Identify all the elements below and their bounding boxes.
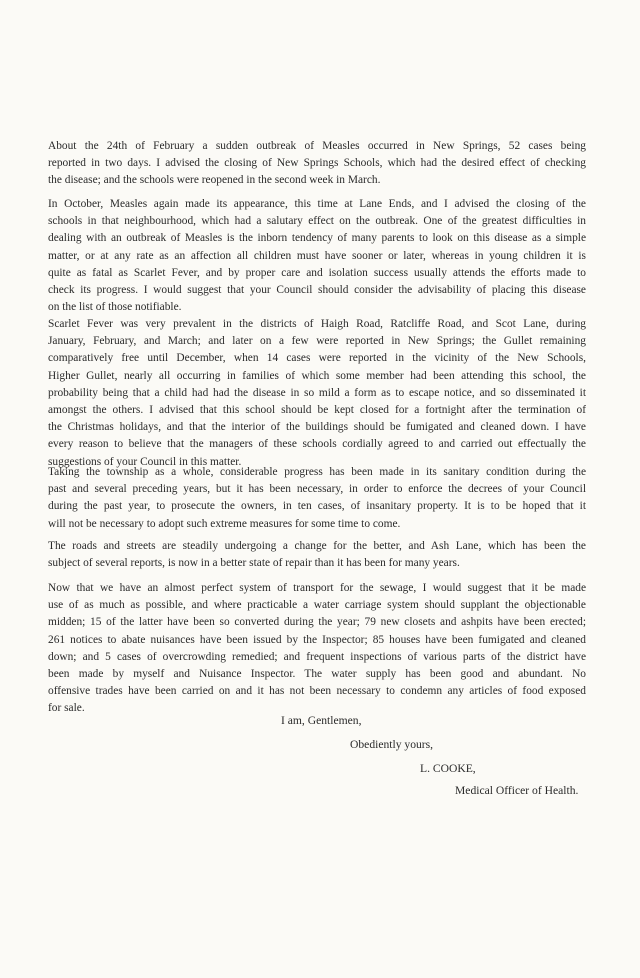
text-line: during the past year, to prosecute the owners, in ten cases, of insanitary property. It is to be hoped that it bbox=[48, 500, 586, 513]
closing-salutation: I am, Gentlemen, bbox=[281, 714, 362, 727]
text-line: subject of several reports, is now in a better state of repair than it has been for many years. bbox=[48, 557, 460, 570]
text-line: matter, or at any rate as an affection all children must have sooner or later, whereas in young children it is bbox=[48, 249, 586, 262]
text-line: reported in two days. I advised the closing of New Springs Schools, which had the desired effect of checking bbox=[48, 157, 586, 170]
paragraph-sanitary-progress bbox=[48, 464, 586, 533]
signature-title: Medical Officer of Health. bbox=[455, 784, 579, 797]
paragraph-roads-streets bbox=[48, 538, 586, 572]
text-line: schools in that neighbourhood, which had a salutary effect on the outbreak. One of the greatest difficulties in bbox=[48, 215, 586, 228]
text-line: the Christmas holidays, and that the interior of the buildings should be fumigated and cleaned down. I have bbox=[48, 421, 586, 434]
text-line: check its progress. I would suggest that your Council should consider the advisability of placing this disease bbox=[48, 284, 586, 297]
text-line: been made by myself and Nuisance Inspector. The water supply has been good and abundant. No bbox=[48, 668, 586, 681]
paragraph-measles-october bbox=[48, 196, 586, 316]
text-line: Higher Gullet, nearly all occurring in families of which some member had been attending this school, the bbox=[48, 369, 586, 382]
text-line: Taking the township as a whole, considerable progress has been made in its sanitary condition during the bbox=[48, 466, 586, 478]
text-line: midden; 15 of the latter have been so converted during the year; 79 new closets and ashpits have been erected; bbox=[48, 616, 586, 629]
text-line: The roads and streets are steadily undergoing a change for the better, and Ash Lane, which has been the bbox=[48, 540, 586, 552]
text-line: on the list of those notifiable. bbox=[48, 301, 182, 314]
text-line: the disease; and the schools were reopened in the second week in March. bbox=[48, 174, 381, 187]
text-line: use of as much as possible, and where practicable a water carriage system should supplant the objectionable bbox=[48, 599, 586, 612]
paragraph-sewage-transport bbox=[48, 580, 586, 718]
text-line: Now that we have an almost perfect system of transport for the sewage, I would suggest that it be made bbox=[48, 582, 586, 594]
text-line: for sale. bbox=[48, 702, 85, 715]
text-line: past and several preceding years, but it has been necessary, in order to enforce the decrees of your Council bbox=[48, 483, 586, 496]
closing-complimentary: Obediently yours, bbox=[350, 738, 434, 751]
text-line: Scarlet Fever was very prevalent in the districts of Haigh Road, Ratcliffe Road, and Scot Lane, during bbox=[48, 318, 586, 330]
text-line: 261 notices to abate nuisances have been issued by the Inspector; 85 houses have been fumigated and cleaned bbox=[48, 633, 586, 646]
text-line: will not be necessary to adopt such extreme measures for some time to come. bbox=[48, 517, 401, 530]
text-line: dealing with an outbreak of Measles is the inborn tendency of many parents to look on this disease as a simple bbox=[48, 232, 586, 245]
text-line: quite as fatal as Scarlet Fever, and by proper care and isolation success usually attends the efforts made to bbox=[48, 266, 586, 279]
text-line: offensive trades have been carried on and it has not been necessary to condemn any articles of food exposed bbox=[48, 685, 586, 698]
text-line: January, February, and March; and later on a few were reported in New Springs; the Gullet remaining bbox=[48, 335, 586, 348]
text-line: every reason to believe that the managers of these schools cordially agreed to and carried out effectually the bbox=[48, 438, 586, 451]
text-line: probability being that a child had had the disease in so mild a form as to escape notice, and so disseminated it bbox=[48, 386, 586, 399]
text-line: suggestions of your Council in this matter. bbox=[48, 455, 242, 468]
text-line: In October, Measles again made its appearance, this time at Lane Ends, and I advised the closing of the bbox=[48, 198, 586, 210]
signature-name: L. COOKE, bbox=[420, 762, 476, 775]
text-line: amongst the others. I advised that this school should be kept closed for a fortnight after the termination of bbox=[48, 404, 586, 417]
paragraph-scarlet-fever bbox=[48, 316, 586, 471]
text-line: comparatively free until December, when 14 cases were reported in the vicinity of the New Schools, bbox=[48, 352, 586, 365]
paragraph-measles-february bbox=[48, 138, 586, 190]
text-line: About the 24th of February a sudden outbreak of Measles occurred in New Springs, 52 cases being bbox=[48, 140, 586, 152]
text-line: down; and 5 cases of overcrowding remedied; and frequent inspections of various parts of the district have bbox=[48, 650, 586, 663]
